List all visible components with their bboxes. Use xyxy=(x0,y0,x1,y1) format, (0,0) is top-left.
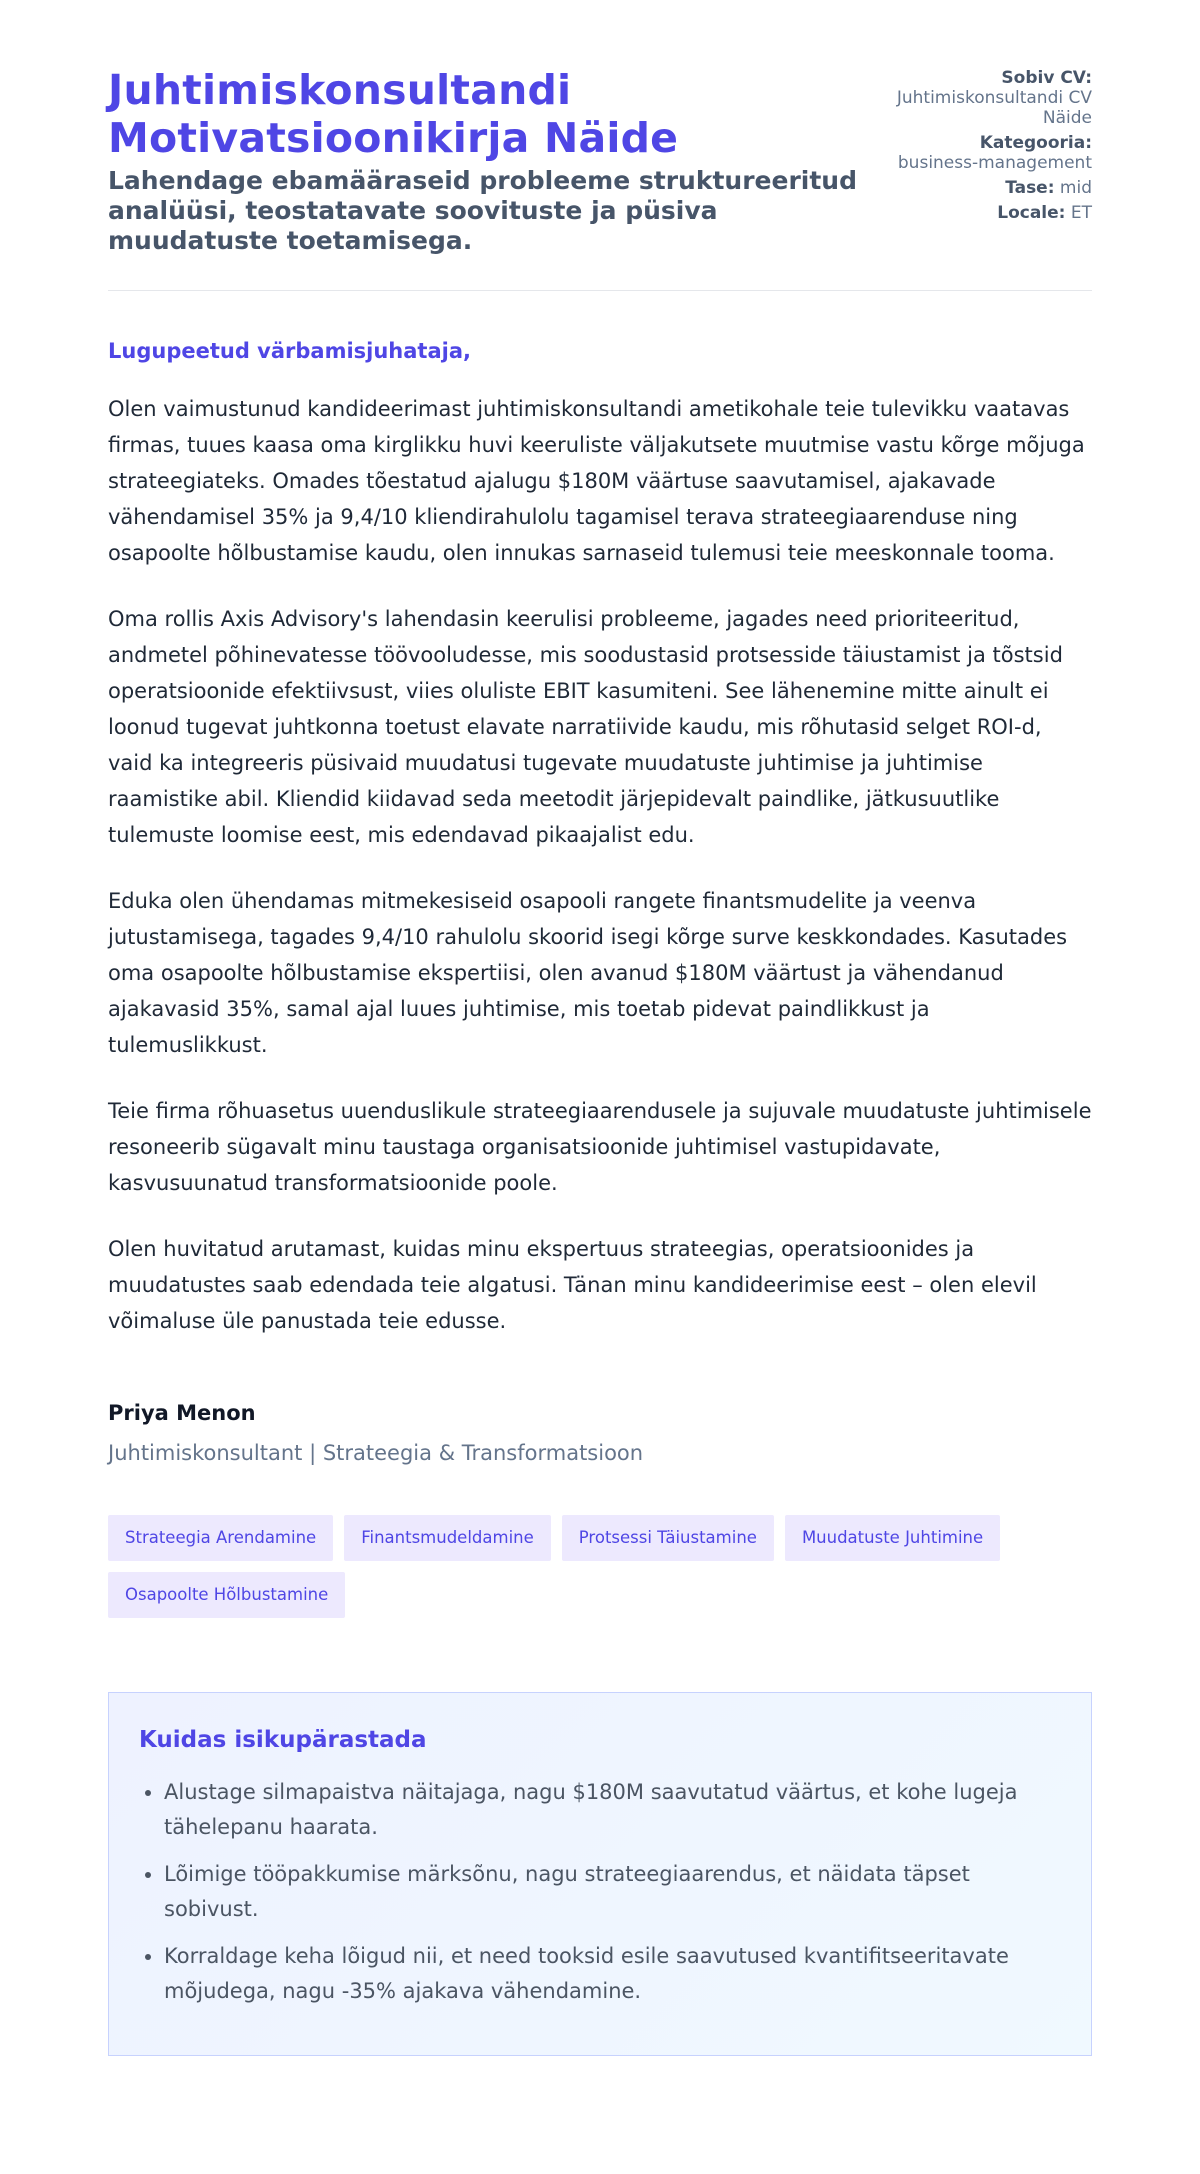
signature-block xyxy=(108,1401,1092,1465)
meta-panel xyxy=(870,66,1092,228)
skill-tag: Muudatuste Juhtimine xyxy=(785,1515,1000,1561)
skill-tag: Strateegia Arendamine xyxy=(108,1515,333,1561)
meta-category-value: business-management xyxy=(897,153,1092,173)
skill-tags xyxy=(108,1515,1092,1618)
meta-category xyxy=(870,133,1092,173)
letter-paragraph: Olen huvitatud arutamast, kuidas minu ekspertuus strateegias, operatsioonides ja muudatustes saab edendada teie algatusi. Tänan minu kandideerimise eest – olen elevil võimaluse üle panustada teie edusse. xyxy=(108,1237,1037,1333)
letter-paragraph: Teie firma rõhuasetus uuenduslikule strateegiaarendusele ja sujuvale muudatuste juhtimisele resoneerib sügavalt minu taustaga organisatsioonide juhtimisel vastupidavate, kasvusuunatud transformatsioonide poole. xyxy=(108,1099,1092,1195)
skill-tag: Osapoolte Hõlbustamine xyxy=(108,1572,345,1618)
header-titles xyxy=(108,66,870,256)
meta-level-label: Tase: xyxy=(1005,178,1055,198)
skill-tag: Finantsmudeldamine xyxy=(344,1515,551,1561)
page-header xyxy=(108,66,1092,291)
meta-cv xyxy=(870,68,1092,128)
meta-locale-label: Locale: xyxy=(997,203,1066,223)
letter-paragraph: Oma rollis Axis Advisory's lahendasin keerulisi probleeme, jagades need prioriteeritud, andmetel põhinevatesse töövooludesse, mis soodustasid protsesside täiustamist ja tõstsid operatsioonide efektiivsust, viies oluliste EBIT kasumiteni. See lähenemine mitte ainult ei loonud tugevat juhtkonna toetust elavate narratiivide kaudu, mis rõhutasid selget ROI-d, vaid ka integreeris püsivaid muudatusi tugevate muudatuste juhtimise ja juhtimise raamistike abil. Kliendid kiidavad seda meetodit järjepidevalt paindlike, jätkusuutlike tulemuste loomise eest, mis edendavad pikaajalist edu. xyxy=(108,607,1063,847)
signature-title: Juhtimiskonsultant | Strateegia & Transformatsioon xyxy=(108,1441,644,1465)
page-subtitle: Lahendage ebamääraseid probleeme struktureeritud analüüsi, teostatavate soovituste ja püsiva muudatuste toetamisega. xyxy=(108,166,857,255)
skill-tag: Protsessi Täiustamine xyxy=(562,1515,774,1561)
meta-cv-label: Sobiv CV: xyxy=(1001,68,1092,88)
personalization-tips xyxy=(108,1692,1092,2056)
tips-list xyxy=(139,1775,1061,2009)
meta-cv-value: Juhtimiskonsultandi CV Näide xyxy=(896,88,1092,128)
letter-body xyxy=(108,391,1092,1339)
meta-level xyxy=(870,178,1092,198)
meta-locale xyxy=(870,203,1092,223)
meta-locale-value: ET xyxy=(1070,203,1092,223)
letter-paragraph: Eduka olen ühendamas mitmekesiseid osapooli rangete finantsmudelite ja veenva jutustamisega, tagades 9,4/10 rahulolu skoorid isegi kõrge surve keskkondades. Kasutades oma osapoolte hõlbustamise ekspertiisi, olen avanud $180M väärtust ja vähendanud ajakavasid 35%, samal ajal luues juhtimise, mis toetab pidevat paindlikkust ja tulemuslikkust. xyxy=(108,889,1068,1057)
letter-paragraph: Olen vaimustunud kandideerimast juhtimiskonsultandi ametikohale teie tulevikku vaatavas firmas, tuues kaasa oma kirglikku huvi keeruliste väljakutsete muutmise vastu kõrge mõjuga strateegiateks. Omades tõestatud ajalugu $180M väärtuse saavutamisel, ajakavade vähendamisel 35% ja 9,4/10 kliendirahulolu tagamisel terava strateegiaarenduse ning osapoolte hõlbustamise kaudu, olen innukas sarnaseid tulemusi teie meeskonnale tooma. xyxy=(108,397,1085,565)
tip-item: • Korraldage keha lõigud nii, et need tooksid esile saavutused kvantifitseeritavate mõjudega, nagu -35% ajakava vähendamine. xyxy=(164,1939,1061,2009)
signature-name: Priya Menon xyxy=(108,1401,256,1425)
meta-category-label: Kategooria: xyxy=(979,133,1092,153)
tips-title: Kuidas isikupärastada xyxy=(139,1727,427,1753)
page-title: Juhtimiskonsultandi Motivatsioonikirja Näide xyxy=(108,66,679,162)
salutation: Lugupeetud värbamisjuhataja, xyxy=(108,339,471,363)
tip-item: • Lõimige tööpakkumise märksõnu, nagu strateegiaarendus, et näidata täpset sobivust. xyxy=(164,1857,1061,1927)
meta-level-value: mid xyxy=(1059,178,1092,198)
tip-item: • Alustage silmapaistva näitajaga, nagu $180M saavutatud väärtus, et kohe lugeja tähelepanu haarata. xyxy=(164,1775,1061,1845)
